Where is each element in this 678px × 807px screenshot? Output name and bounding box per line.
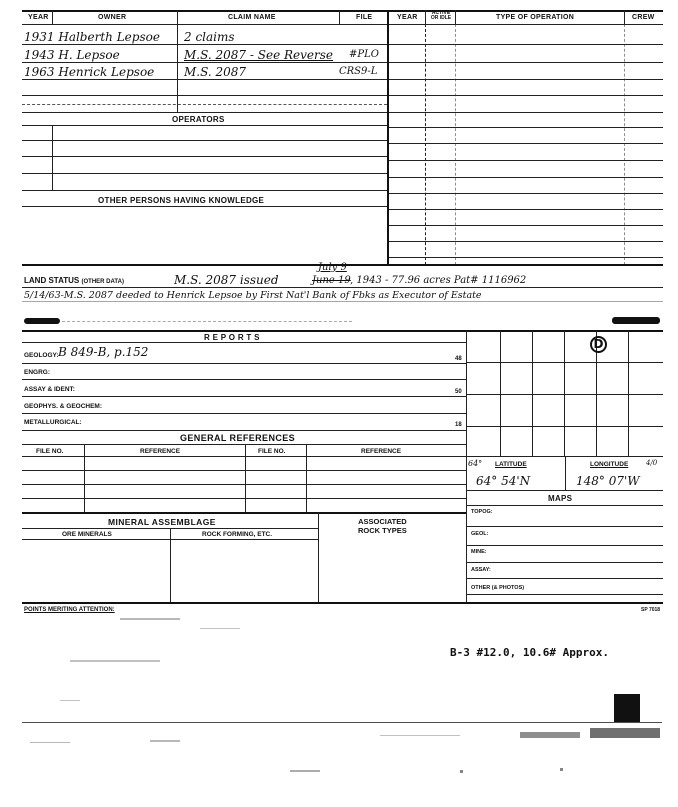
- ref-col-reference-2: REFERENCE: [361, 448, 402, 455]
- land-status-line-2: 5/14/63-M.S. 2087 deeded to Henrick Lepsoe by First Nat'l Bank of Fbks as Executor of Estate: [24, 290, 482, 301]
- col-claim-name: CLAIM NAME: [228, 14, 276, 21]
- report-code: 18: [455, 422, 462, 428]
- rock-forming-header: ROCK FORMING, ETC.: [202, 531, 273, 538]
- bottom-note: B-3 #12.0, 10.6# Approx.: [450, 646, 609, 659]
- col-type-of-operation: TYPE OF OPERATION: [496, 14, 575, 21]
- col-crew: CREW: [632, 14, 655, 21]
- general-references-title: GENERAL REFERENCES: [180, 433, 296, 443]
- land-status-date-insert: July 9: [318, 262, 347, 273]
- longitude-label: LONGITUDE: [590, 461, 629, 468]
- ref-col-file-no-1: FILE NO.: [36, 448, 64, 455]
- ink-block: [614, 694, 640, 722]
- ink-smudge: [24, 318, 60, 324]
- col-active-idle: ACTIVE OR IDLE: [430, 10, 452, 21]
- maps-other: OTHER (& PHOTOS): [471, 585, 525, 591]
- report-code: 48: [455, 356, 462, 362]
- claim-row-2: M.S. 2087 - See Reverse: [184, 48, 333, 62]
- assay-label: ASSAY & IDENT:: [24, 386, 75, 393]
- land-status-line-1-rest: , 1943 - 77.96 acres Pat# 1116962: [350, 275, 527, 286]
- ink-smudge: [612, 317, 660, 324]
- latitude-label: LATITUDE: [495, 461, 527, 468]
- maps-assay: ASSAY:: [471, 567, 491, 573]
- file-row-2: #PLO: [349, 49, 379, 60]
- form-code: SP 7018: [641, 607, 661, 613]
- points-meriting-label: POINTS MERITING ATTENTION:: [24, 607, 115, 613]
- mineral-assemblage-title: MINERAL ASSEMBLAGE: [108, 517, 216, 527]
- report-code: 50: [455, 389, 462, 395]
- reports-title: R E P O R T S: [204, 333, 260, 342]
- engrg-label: ENGRG:: [24, 369, 50, 376]
- land-status-label: LAND STATUS (OTHER DATA): [24, 276, 124, 285]
- claim-row-3: M.S. 2087: [184, 65, 247, 79]
- land-status-line-1: M.S. 2087 issued: [174, 273, 279, 287]
- maps-geol: GEOL:: [471, 531, 489, 537]
- latitude-value: 64° 54'N: [476, 474, 531, 488]
- col-file: FILE: [356, 14, 373, 21]
- ore-minerals-header: ORE MINERALS: [62, 531, 112, 538]
- col-year: YEAR: [28, 14, 49, 21]
- longitude-suffix: 4/0: [646, 459, 658, 467]
- geophys-label: GEOPHYS. & GEOCHEM:: [24, 403, 103, 410]
- maps-title: MAPS: [548, 494, 573, 503]
- owner-row-2: 1943 H. Lepsoe: [24, 48, 120, 62]
- metallurgical-label: METALLURGICAL:: [24, 419, 82, 426]
- col-owner: OWNER: [98, 14, 127, 21]
- ref-col-file-no-2: FILE NO.: [258, 448, 286, 455]
- col-year-2: YEAR: [397, 14, 418, 21]
- maps-mine: MINE:: [471, 549, 487, 555]
- grid-marker: D: [590, 336, 607, 353]
- latitude-prefix: 64°: [468, 459, 483, 468]
- maps-topog: TOPOG:: [471, 509, 493, 515]
- other-persons-title: OTHER PERSONS HAVING KNOWLEDGE: [98, 196, 265, 205]
- claim-row-1: 2 claims: [184, 30, 235, 44]
- geology-label: GEOLOGY:: [24, 352, 59, 359]
- longitude-value: 148° 07'W: [576, 474, 640, 488]
- file-row-3: CRS9-L: [339, 66, 378, 77]
- associated-rock-types-header: ASSOCIATED ROCK TYPES: [358, 517, 407, 535]
- owner-row-1: 1931 Halberth Lepsoe: [24, 30, 160, 44]
- owner-row-3: 1963 Henrick Lepsoe: [24, 65, 155, 79]
- ref-col-reference-1: REFERENCE: [140, 448, 181, 455]
- operators-title: OPERATORS: [172, 115, 225, 124]
- land-status-date-strike: June 19: [312, 275, 351, 286]
- geology-value: B 849-B, p.152: [58, 345, 149, 359]
